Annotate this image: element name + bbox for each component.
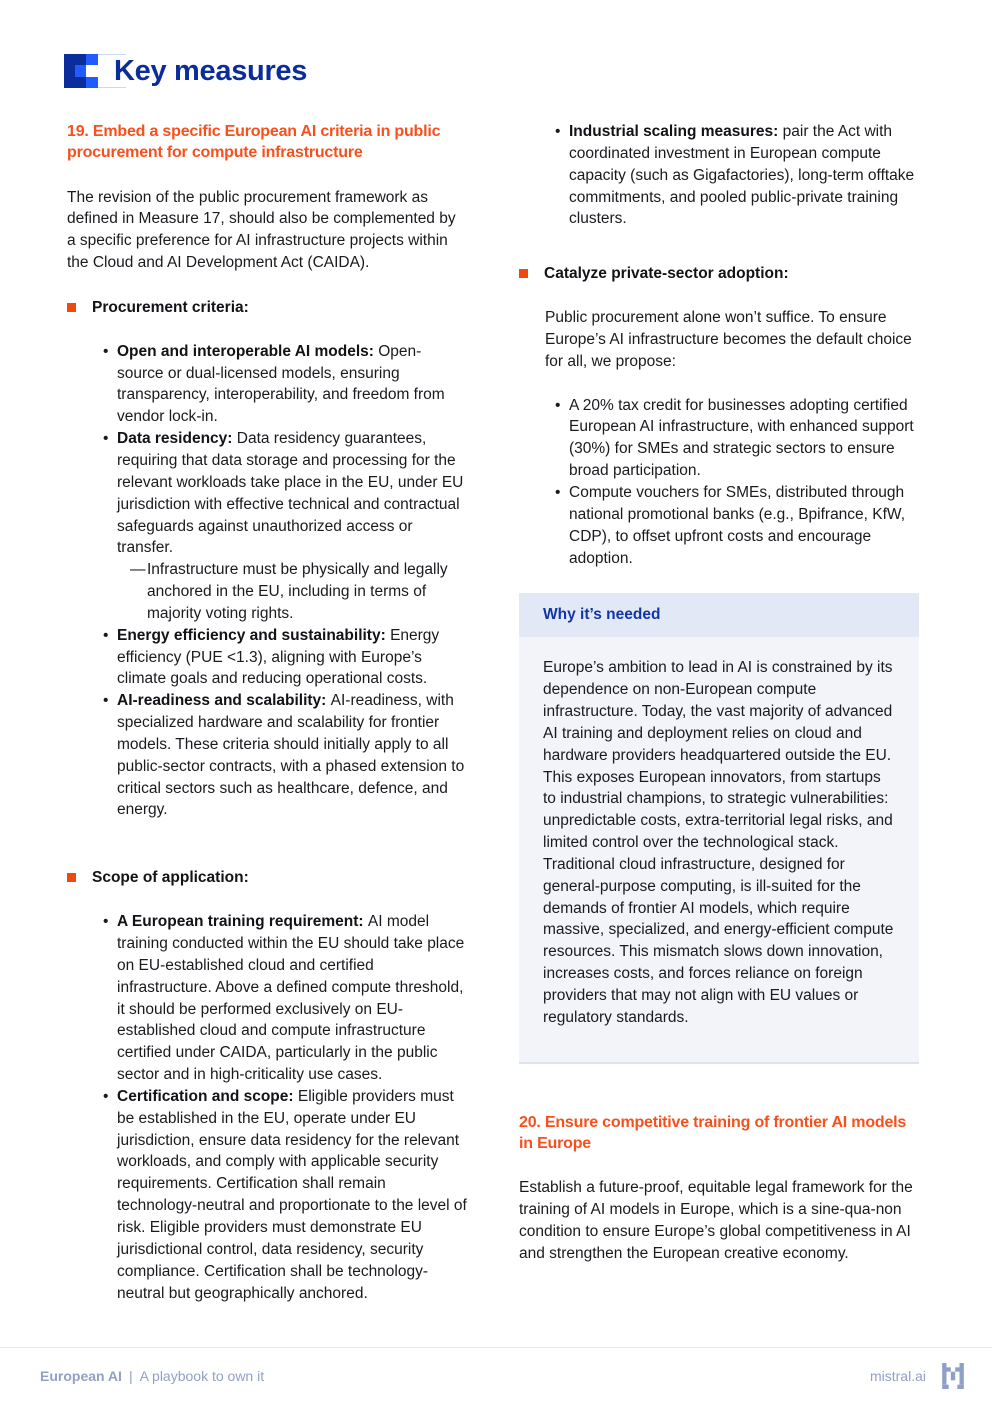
bullet-text: Eligible providers must be established in the EU, operate under EU jurisdiction, ensure data residency for the relevant workloads, and comply with applicable security requirements. Certification shall remain technology-neutral and proportionate to the level of risk. Eligible providers must demonstrate EU jurisdictional control, data residency, security compliance. Certification shall be technology-neutral but geographically anchored. <box>117 1087 467 1302</box>
bullet-lead: AI-readiness and scalability: <box>117 692 331 710</box>
left-column <box>67 121 467 1327</box>
square-bullet-icon <box>67 873 76 882</box>
footer-brand: European AI <box>40 1368 122 1384</box>
footer-site-link[interactable]: mistral.ai <box>869 1368 926 1384</box>
list-item <box>103 911 467 1086</box>
bullet-text: A 20% tax credit for businesses adopting certified European AI infrastructure, with enhanced support (30%) for SMEs and strategic sectors to ensure broad participation. <box>569 396 914 480</box>
logo-cell <box>75 65 86 77</box>
logo-cell <box>86 77 98 88</box>
mistral-logo-icon <box>942 1363 964 1389</box>
bullet-dot-icon: • <box>555 483 561 501</box>
list-item <box>103 690 467 821</box>
sub-list-item <box>130 559 467 625</box>
bullet-text: Data residency guarantees, requiring that data storage and processing for the relevant workloads take place in the EU, under EU jurisdiction with effective technical and contractual safeguards against unauthorized access or transfer. <box>117 430 464 557</box>
bullet-dot-icon: • <box>555 123 561 140</box>
list-item <box>103 1086 467 1304</box>
right-column <box>519 121 919 1327</box>
list-item <box>103 428 467 625</box>
scope-of-application-label: Scope of application: <box>92 869 249 887</box>
procurement-criteria-list <box>67 341 467 822</box>
bullet-text: AI model training conducted within the EU should take place on EU-established cloud and certified infrastructure. Above a defined compute threshold, it should be performed exclusively on EU-established cloud and compute infrastructure certified under CAIDA, particularly in the public sector and in high-criticality use cases. <box>117 913 465 1084</box>
catalyze-adoption-label: Catalyze private-sector adoption: <box>544 265 789 283</box>
bullet-dot-icon: • <box>103 342 109 360</box>
why-its-needed-box <box>519 593 919 1063</box>
page-header <box>0 0 992 88</box>
scope-of-application-item <box>67 867 467 889</box>
bullet-lead: Certification and scope: <box>117 1087 298 1105</box>
page-title: Key measures <box>114 54 308 87</box>
why-its-needed-header <box>519 593 919 637</box>
list-item <box>103 341 467 428</box>
square-bullet-icon <box>519 269 528 278</box>
list-item <box>555 395 919 482</box>
footer-brand-group <box>40 1368 264 1384</box>
bullet-lead: A European training requirement: <box>117 913 368 931</box>
bullet-dot-icon: • <box>103 430 109 448</box>
why-its-needed-title: Why it’s needed <box>543 606 661 624</box>
catalyze-paragraph: Public procurement alone won’t suffice. To ensure Europe’s AI infrastructure becomes the default choice for all, we propose: <box>545 309 912 370</box>
catalyze-adoption-item <box>519 263 919 285</box>
bullet-lead: Data residency: <box>117 430 237 448</box>
square-bullet-icon <box>67 303 76 312</box>
footer-tagline: A playbook to own it <box>139 1368 265 1384</box>
bullet-text: AI-readiness, with specialized hardware and scalability for frontier models. These criteria should initially apply to all public-sector contracts, with a phased extension to critical sectors such as healthcare, defence, and energy. <box>117 692 465 819</box>
list-item <box>555 482 919 569</box>
bullet-lead: Energy efficiency and sustainability: <box>117 626 391 644</box>
bullet-dot-icon: • <box>555 396 561 414</box>
measure-20-intro: Establish a future-proof, equitable legal framework for the training of AI models in Europe, which is a sine-qua-non condition to ensure Europe’s global competitiveness in AI and strengthen the European creative economy. <box>519 1179 913 1262</box>
bullet-dot-icon: • <box>103 1087 109 1105</box>
procurement-criteria-item <box>67 297 467 319</box>
european-ai-logo-icon <box>64 54 98 88</box>
sub-bullet-text: Infrastructure must be physically and legally anchored in the EU, including in terms of majority voting rights. <box>147 561 448 622</box>
procurement-criteria-label: Procurement criteria: <box>92 298 249 316</box>
measure-19-heading: 19. Embed a specific European AI criteria in public procurement for compute infrastructure <box>67 123 441 162</box>
footer-separator: | <box>128 1368 133 1384</box>
logo-cell <box>86 54 98 65</box>
content-columns <box>0 121 992 1327</box>
why-its-needed-body <box>519 637 919 1063</box>
list-item <box>555 121 919 230</box>
footer-site-group <box>870 1363 964 1389</box>
bullet-text: Energy efficiency (PUE <1.3), aligning with Europe’s climate goals and reducing operational costs. <box>117 626 440 688</box>
bullet-dot-icon: • <box>103 692 109 710</box>
scope-of-application-list <box>67 911 467 1304</box>
measure-20-heading: 20. Ensure competitive training of frontier AI models in Europe <box>519 1113 907 1152</box>
bullet-text: Compute vouchers for SMEs, distributed through national promotional banks (e.g., Bpifrance, KfW, CDP), to offset upfront costs and encourage adoption. <box>569 483 906 567</box>
bullet-dot-icon: • <box>103 626 109 644</box>
bullet-text: pair the Act with coordinated investment in European compute capacity (such as Gigafactories), long-term offtake commitments, and pooled public-private training clusters. <box>569 123 915 228</box>
bullet-lead: Open and interoperable AI models: <box>117 342 379 360</box>
measure-19-intro: The revision of the public procurement framework as defined in Measure 17, should also be complemented by a specific preference for AI infrastructure projects within the Cloud and AI Development Act (CAIDA). <box>67 188 456 272</box>
industrial-scaling-list <box>519 121 919 230</box>
dash-bullet-icon: — <box>130 561 146 579</box>
list-item <box>103 625 467 691</box>
bullet-text: Open-source or dual-licensed models, ensuring transparency, interoperability, and freedom from vendor lock-in. <box>117 342 445 426</box>
catalyze-proposals-list <box>519 395 919 570</box>
page-footer <box>0 1347 992 1404</box>
bullet-lead: Industrial scaling measures: <box>569 123 783 140</box>
bullet-dot-icon: • <box>103 913 109 931</box>
logo-cell <box>86 65 98 77</box>
why-its-needed-text: Europe’s ambition to lead in AI is constrained by its dependence on non-European compute infrastructure. Today, the vast majority of advanced AI training and deployment relies on cloud and hardware providers headquartered outside the EU. This exposes European innovators, from startups to industrial champions, to strategic vulnerabilities: unpredictable costs, extra-territorial legal risks, and limited control over the technological stack. Traditional cloud infrastructure, designed for general-purpose computing, is ill-suited for the demands of frontier AI models, which require massive, specialized, and energy-efficient compute resources. This mismatch slows down innovation, increases costs, and forces reliance on foreign providers that may not align with EU values or regulatory standards. <box>543 659 894 1026</box>
